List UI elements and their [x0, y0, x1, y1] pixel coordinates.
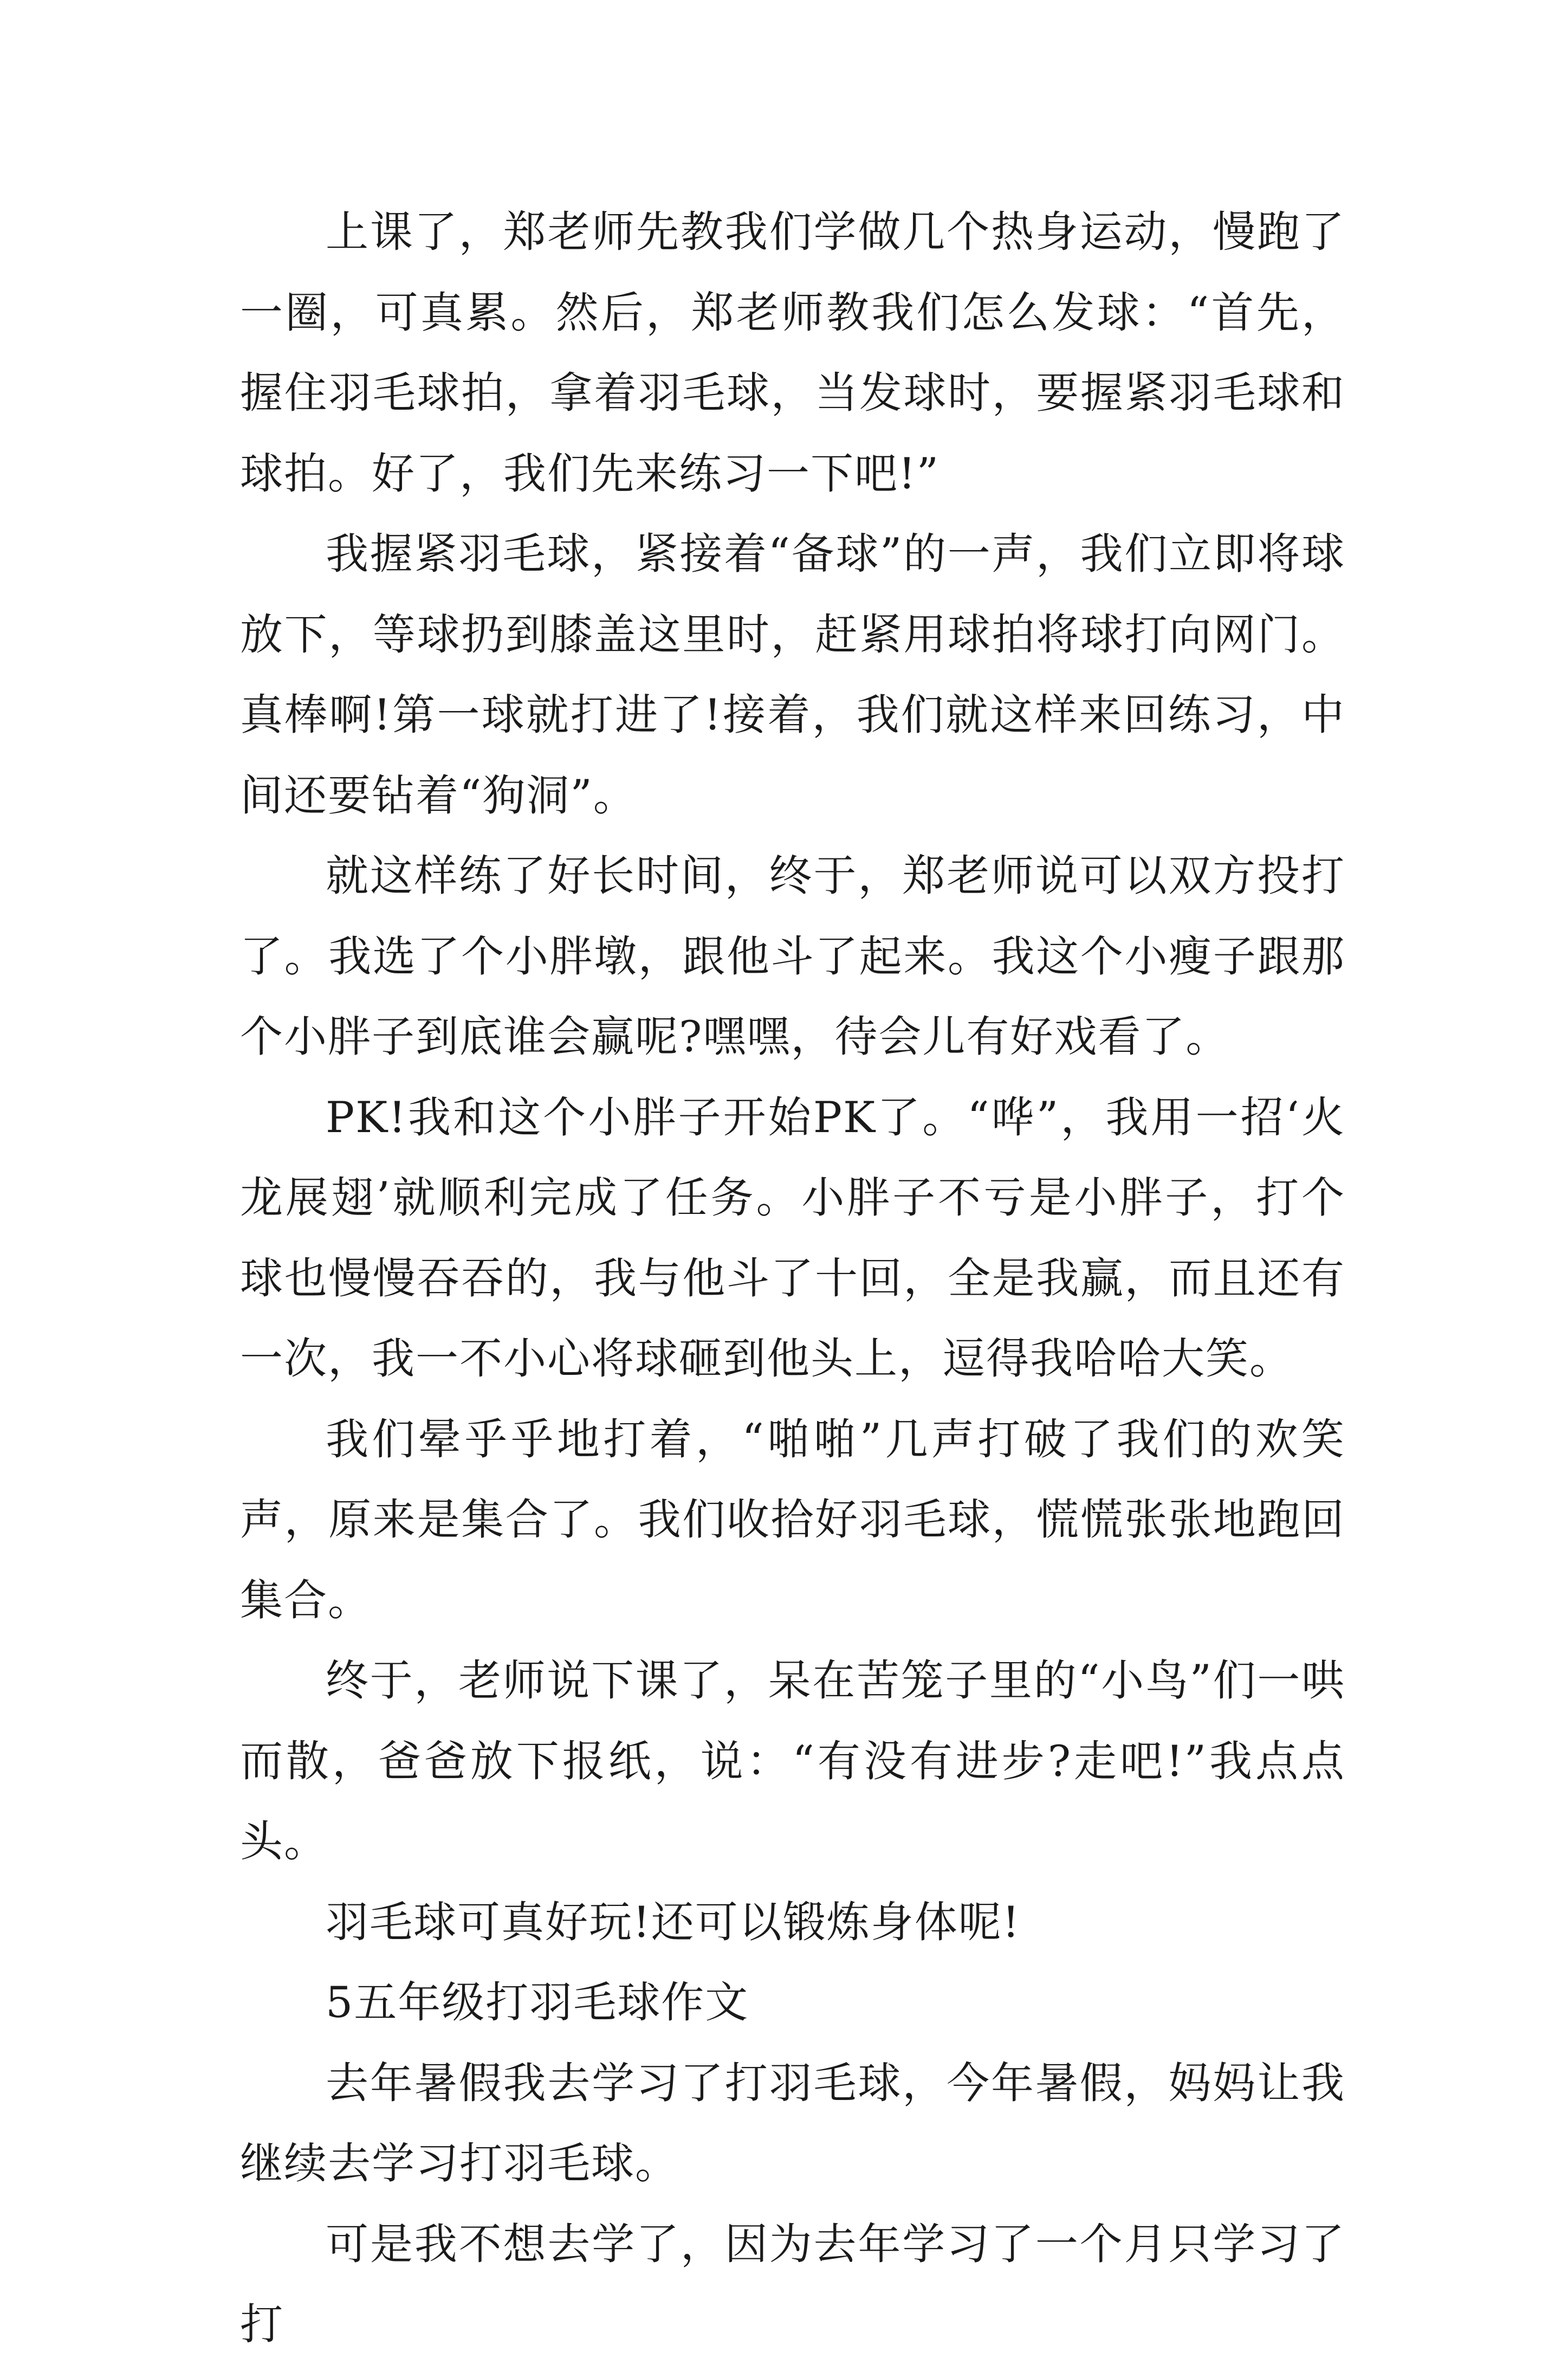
paragraph-1: 上课了，郑老师先教我们学做几个热身运动，慢跑了一圈，可真累。然后，郑老师教我们怎么发球：“首先，握住羽毛球拍，拿着羽毛球，当发球时，要握紧羽毛球和球拍。好了，我们先来练习一下吧!”: [240, 207, 1345, 499]
paragraph-5: 我们晕乎乎地打着，“啪啪”几声打破了我们的欢笑声，原来是集合了。我们收拾好羽毛球，慌慌张张地跑回集合。: [240, 1414, 1345, 1625]
paragraph-6: 终于，老师说下课了，呆在苦笼子里的“小鸟”们一哄而散，爸爸放下报纸，说：“有没有进步?走吧!”我点点头。: [240, 1656, 1345, 1866]
paragraph-7: 羽毛球可真好玩!还可以锻炼身体呢!: [326, 1897, 1021, 1947]
section-heading: 5五年级打羽毛球作文: [326, 1978, 749, 2027]
paragraph-4: PK!我和这个小胖子开始PK了。“哗”，我用一招‘火龙展翅’就顺利完成了任务。小胖子不亏是小胖子，打个球也慢慢吞吞的，我与他斗了十回，全是我赢，而且还有一次，我一不小心将球砸到他头上，逗得我哈哈大笑。: [240, 1092, 1345, 1384]
paragraph-3: 就这样练了好长时间，终于，郑老师说可以双方投打了。我选了个小胖墩，跟他斗了起来。我这个小瘦子跟那个小胖子到底谁会赢呢?嘿嘿，待会儿有好戏看了。: [240, 851, 1345, 1062]
paragraph-9: 可是我不想去学了，因为去年学习了一个月只学习了打: [240, 2219, 1345, 2349]
paragraph-2: 我握紧羽毛球，紧接着“备球”的一声，我们立即将球放下，等球扔到膝盖这里时，赶紧用球拍将球打向网门。真棒啊!第一球就打进了!接着，我们就这样来回练习，中间还要钻着“狗洞”。: [240, 529, 1345, 820]
paragraph-8: 去年暑假我去学习了打羽毛球，今年暑假，妈妈让我继续去学习打羽毛球。: [240, 2058, 1345, 2188]
essay-body: [240, 192, 1345, 2365]
